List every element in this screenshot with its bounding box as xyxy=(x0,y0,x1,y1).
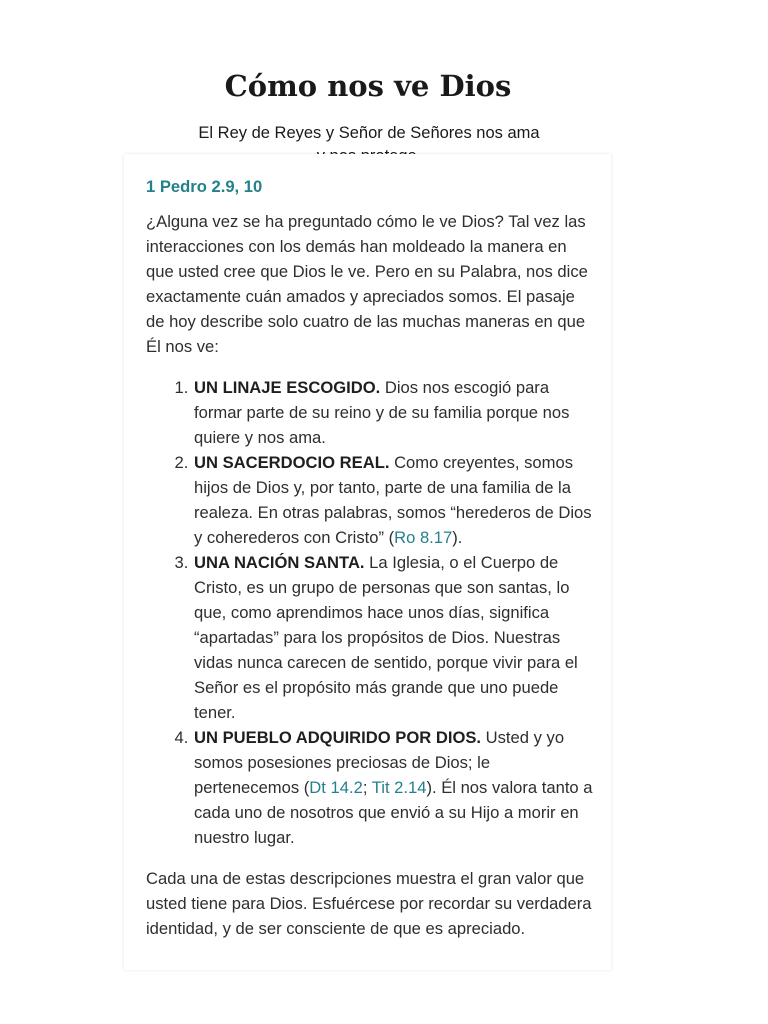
list-item-heading: UN SACERDOCIO REAL. xyxy=(194,453,390,472)
subtitle-line-1: El Rey de Reyes y Señor de Señores nos ama xyxy=(198,124,540,142)
list-item-text: Dios nos escogió para formar parte de su reino y de su familia porque nos quiere y nos ama. xyxy=(194,378,570,447)
list-item-text-after: ). Él nos valora tanto a cada uno de nosotros que envió a su Hijo a morir en nuestro lugar. xyxy=(194,778,593,847)
list-item-text-after: ). xyxy=(452,528,463,547)
link-separator: ; xyxy=(362,778,372,797)
list-item xyxy=(193,375,594,450)
conclusion-paragraph: Cada una de estas descripciones muestra el gran valor que usted tiene para Dios. Esfuércese por recordar su verdadera identidad, y de ser consciente de que es apreciado. xyxy=(146,869,592,938)
scripture-link-ro-8-17[interactable]: Ro 8.17 xyxy=(394,528,453,547)
intro-paragraph: ¿Alguna vez se ha preguntado cómo le ve Dios? Tal vez las interacciones con los demás han moldeado la manera en que usted cree que Dios le ve. Pero en su Palabra, nos dice exactamente cuán amados y apreciados somos. El pasaje de hoy describe solo cuatro de las muchas maneras en que Él nos ve: xyxy=(146,212,588,356)
list-item xyxy=(193,725,594,850)
page-title: Cómo nos ve Dios xyxy=(224,69,512,103)
ways-list xyxy=(146,375,594,850)
list-item-heading: UNA NACIÓN SANTA. xyxy=(194,553,365,572)
scripture-link-dt-14-2[interactable]: Dt 14.2 xyxy=(309,778,363,797)
list-item-text: Usted y yo somos posesiones preciosas de Dios; le pertenecemos ( xyxy=(194,728,565,797)
list-item-heading: UN LINAJE ESCOGIDO. xyxy=(194,378,381,397)
list-item-text: Como creyentes, somos hijos de Dios y, por tanto, parte de una familia de la realeza. En otras palabras, somos “herederos de Dios y coherederos con Cristo” ( xyxy=(194,453,592,547)
list-item-text: La Iglesia, o el Cuerpo de Cristo, es un grupo de personas que son santas, lo que, como aprendimos hace unos días, significa “apartadas” para los propósitos de Dios. Nuestras vidas nunca carecen de sentido, porque vivir para el Señor es el propósito más grande que uno puede tener. xyxy=(194,553,578,722)
list-item xyxy=(193,550,594,725)
list-item-heading: UN PUEBLO ADQUIRIDO POR DIOS. xyxy=(194,728,482,747)
scripture-reference[interactable]: 1 Pedro 2.9, 10 xyxy=(146,177,263,196)
scripture-link-tit-2-14[interactable]: Tit 2.14 xyxy=(371,778,427,797)
list-item xyxy=(193,450,594,550)
article-body xyxy=(146,174,594,941)
